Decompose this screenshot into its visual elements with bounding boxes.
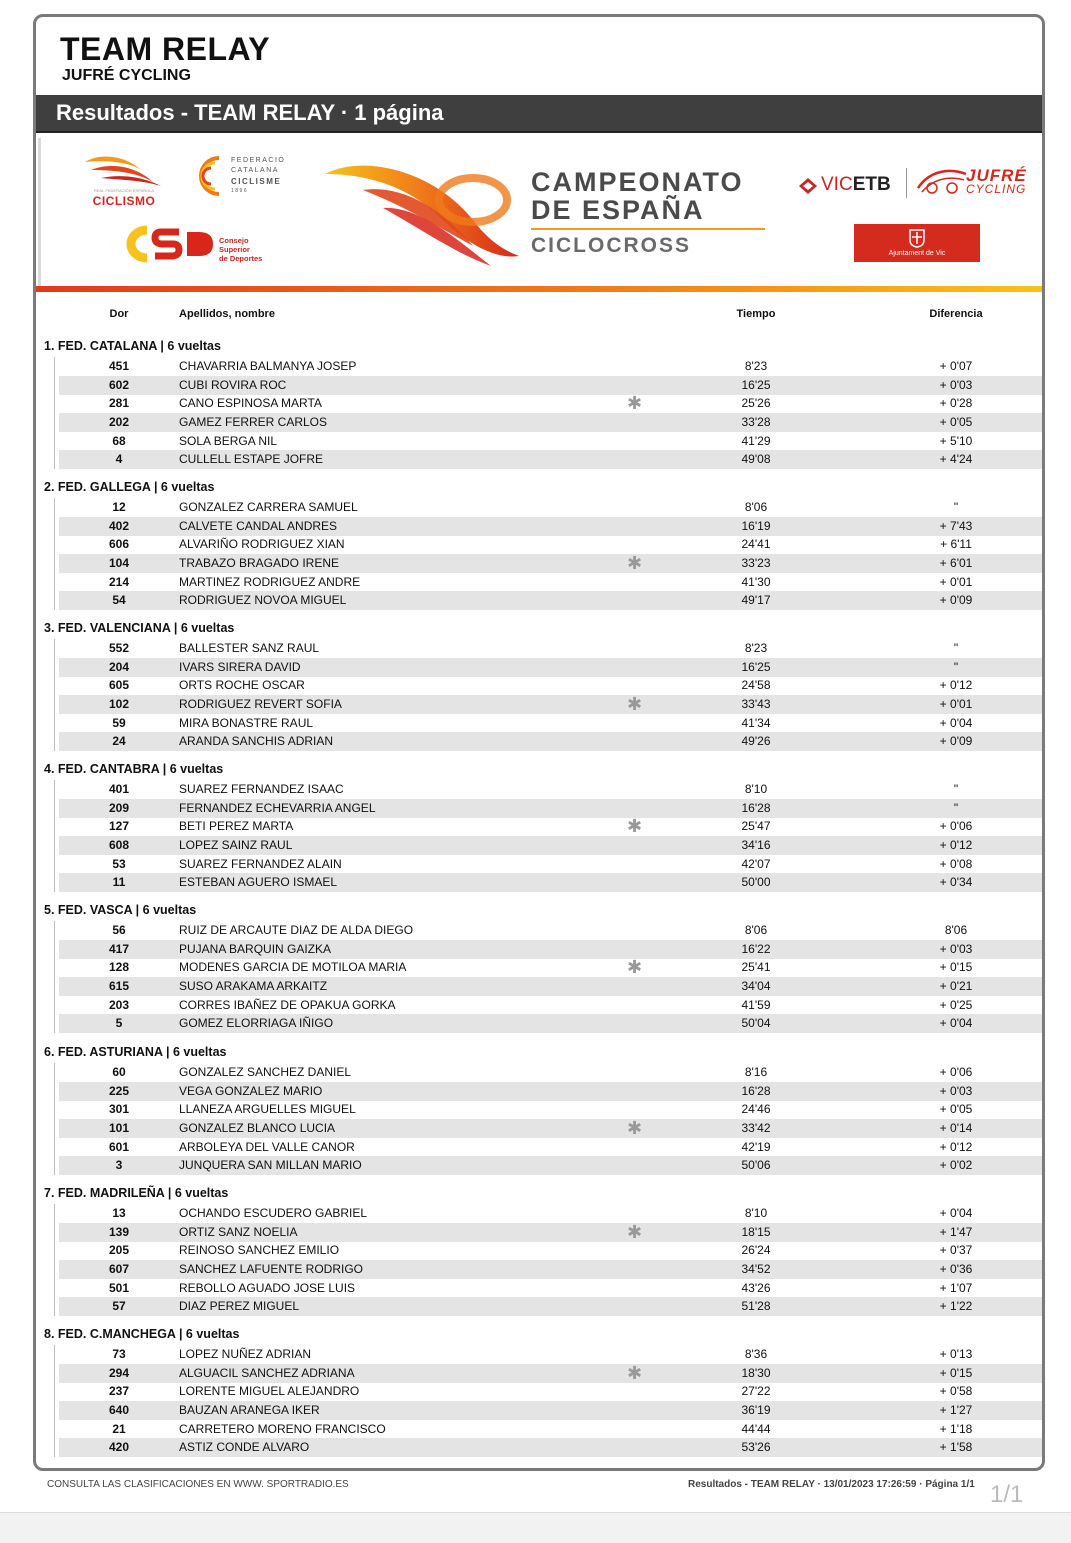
rider-name: REINOSO SANCHEZ EMILIO [179, 1243, 340, 1257]
time-difference: + 0'02 [939, 1158, 973, 1172]
bib-number: 3 [115, 1158, 123, 1172]
table-row [59, 1438, 1045, 1457]
lap-time: 36'19 [741, 1403, 771, 1417]
table-row [59, 357, 1045, 376]
time-difference: + 0'07 [939, 359, 973, 373]
lap-time: 41'59 [741, 998, 771, 1012]
lap-time: 16'19 [741, 519, 771, 533]
table-row [59, 780, 1045, 799]
table-row [59, 1014, 1045, 1033]
jufre-cycling-logo: JUFRÉ CYCLING [916, 166, 1041, 202]
lap-time: 42'19 [741, 1140, 771, 1154]
event-banner [38, 138, 1041, 288]
team-title: 5. FED. VASCA | 6 vueltas [44, 903, 197, 917]
bib-number: 127 [108, 819, 130, 833]
lap-time: 50'06 [741, 1158, 771, 1172]
lap-time: 8'23 [744, 359, 768, 373]
time-difference: + 0'37 [939, 1243, 973, 1257]
time-difference: + 0'21 [939, 979, 973, 993]
bib-number: 104 [108, 556, 130, 570]
flame-swoosh-icon [323, 160, 523, 270]
time-difference: + 0'03 [939, 942, 973, 956]
female-rider-marker-icon: ✱ [627, 1118, 643, 1138]
header-divider [36, 131, 1042, 133]
fcc-logo: FEDERACIÓ CATALANA CICLISME 1896 [187, 154, 297, 204]
time-difference: + 0'04 [939, 1016, 973, 1030]
lap-time: 16'25 [741, 378, 771, 392]
table-row [59, 1279, 1045, 1298]
footer-website-note: CONSULTA LAS CLASIFICACIONES EN WWW. SPORTRADIO.ES [47, 1479, 349, 1490]
bib-number: 420 [108, 1440, 130, 1454]
table-row [59, 996, 1045, 1015]
lap-time: 33'28 [741, 415, 771, 429]
table-row [59, 714, 1045, 733]
bib-number: 209 [108, 801, 130, 815]
time-difference: + 0'04 [939, 1206, 973, 1220]
time-difference: + 0'03 [939, 378, 973, 392]
bib-number: 401 [108, 782, 130, 796]
time-difference: + 6'01 [939, 556, 973, 570]
rider-name: LOPEZ NUÑEZ ADRIAN [179, 1347, 312, 1361]
rider-name: LOPEZ SAINZ RAUL [179, 838, 293, 852]
rider-name: CULLELL ESTAPE JOFRE [179, 452, 324, 466]
time-difference: + 0'06 [939, 1065, 973, 1079]
time-difference: + 0'25 [939, 998, 973, 1012]
lap-time: 34'52 [741, 1262, 771, 1276]
rider-name: ASTIZ CONDE ALVARO [179, 1440, 310, 1454]
rider-name: GAMEZ FERRER CARLOS [179, 415, 328, 429]
rider-name: BAUZAN ARANEGA IKER [179, 1403, 320, 1417]
rider-name: ARBOLEYA DEL VALLE CANOR [179, 1140, 355, 1154]
team-title: 1. FED. CATALANA | 6 vueltas [44, 339, 221, 353]
table-row [59, 1241, 1045, 1260]
lap-time: 24'46 [741, 1102, 771, 1116]
lap-time: 24'58 [741, 678, 771, 692]
lap-time: 24'41 [741, 537, 771, 551]
rider-name: ALVARIÑO RODRIGUEZ XIAN [179, 537, 345, 551]
time-difference: " [953, 660, 959, 674]
bib-number: 552 [108, 641, 130, 655]
table-row [59, 517, 1045, 536]
bib-number: 102 [108, 697, 130, 711]
bib-number: 225 [108, 1084, 130, 1098]
csd-logo: Consejo Superior de Deportes [117, 224, 277, 274]
table-row [59, 1100, 1045, 1119]
column-header-dor: Dor [109, 308, 129, 320]
table-row [59, 639, 1045, 658]
lap-time: 49'17 [741, 593, 771, 607]
lap-time: 49'08 [741, 452, 771, 466]
time-difference: + 0'01 [939, 697, 973, 711]
lap-time: 41'29 [741, 434, 771, 448]
rider-name: CARRETERO MORENO FRANCISCO [179, 1422, 386, 1436]
table-row [59, 432, 1045, 451]
time-difference: + 1'18 [939, 1422, 973, 1436]
rider-name: ARANDA SANCHIS ADRIAN [179, 734, 334, 748]
table-row [59, 1223, 1045, 1242]
lap-time: 50'04 [741, 1016, 771, 1030]
rider-name: CANO ESPINOSA MARTA [179, 396, 322, 410]
lap-time: 44'44 [741, 1422, 771, 1436]
table-row [59, 591, 1045, 610]
bib-number: 56 [112, 923, 126, 937]
table-row [59, 836, 1045, 855]
table-row [59, 1156, 1045, 1175]
bib-number: 602 [108, 378, 130, 392]
rider-name: SUAREZ FERNANDEZ ALAIN [179, 857, 342, 871]
rider-name: REBOLLO AGUADO JOSE LUIS [179, 1281, 356, 1295]
bib-number: 501 [108, 1281, 130, 1295]
rider-name: MIRA BONASTRE RAUL [179, 716, 314, 730]
lap-time: 33'43 [741, 697, 771, 711]
time-difference: " [953, 641, 959, 655]
rider-name: GONZALEZ SANCHEZ DANIEL [179, 1065, 352, 1079]
rider-name: ORTS ROCHE OSCAR [179, 678, 305, 692]
rider-name: RUIZ DE ARCAUTE DIAZ DE ALDA DIEGO [179, 923, 414, 937]
rider-name: CALVETE CANDAL ANDRES [179, 519, 338, 533]
lap-time: 41'34 [741, 716, 771, 730]
time-difference: + 0'13 [939, 1347, 973, 1361]
bib-number: 57 [112, 1299, 126, 1313]
time-difference: + 0'09 [939, 593, 973, 607]
time-difference: + 5'10 [939, 434, 973, 448]
bib-number: 294 [108, 1366, 130, 1380]
female-rider-marker-icon: ✱ [627, 816, 643, 836]
lap-time: 16'22 [741, 942, 771, 956]
lap-time: 26'24 [741, 1243, 771, 1257]
bib-number: 60 [112, 1065, 126, 1079]
table-row [59, 1082, 1045, 1101]
lap-time: 8'36 [744, 1347, 768, 1361]
time-difference: + 0'05 [939, 1102, 973, 1116]
female-rider-marker-icon: ✱ [627, 1363, 643, 1383]
table-row [59, 1297, 1045, 1316]
female-rider-marker-icon: ✱ [627, 393, 643, 413]
bib-number: 59 [112, 716, 126, 730]
lap-time: 8'16 [744, 1065, 768, 1079]
table-row [59, 1119, 1045, 1138]
rider-name: RODRIGUEZ REVERT SOFIA [179, 697, 342, 711]
time-difference: + 0'04 [939, 716, 973, 730]
rider-name: PUJANA BARQUIN GAIZKA [179, 942, 332, 956]
table-row [59, 1401, 1045, 1420]
table-row [59, 799, 1045, 818]
rider-name: DIAZ PEREZ MIGUEL [179, 1299, 300, 1313]
table-row [59, 958, 1045, 977]
rider-name: SANCHEZ LAFUENTE RODRIGO [179, 1262, 364, 1276]
bib-number: 451 [108, 359, 130, 373]
table-row [59, 573, 1045, 592]
column-header-diff: Diferencia [929, 308, 983, 320]
table-row [59, 1345, 1045, 1364]
rider-name: SOLA BERGA NIL [179, 434, 278, 448]
viewer-bottom-bar [0, 1512, 1071, 1543]
time-difference: + 0'08 [939, 857, 973, 871]
team-title: 7. FED. MADRILEÑA | 6 vueltas [44, 1186, 229, 1200]
rider-name: FERNANDEZ ECHEVARRIA ANGEL [179, 801, 376, 815]
bib-number: 12 [112, 500, 126, 514]
time-difference: + 0'12 [939, 1140, 973, 1154]
bib-number: 203 [108, 998, 130, 1012]
bib-number: 605 [108, 678, 130, 692]
bib-number: 101 [108, 1121, 130, 1135]
rider-name: RODRIGUEZ NOVOA MIGUEL [179, 593, 347, 607]
bib-number: 301 [108, 1102, 130, 1116]
table-row [59, 977, 1045, 996]
rider-name: BETI PEREZ MARTA [179, 819, 294, 833]
bib-number: 214 [108, 575, 130, 589]
time-difference: + 4'24 [939, 452, 973, 466]
rider-name: TRABAZO BRAGADO IRENE [179, 556, 340, 570]
rider-name: SUAREZ FERNANDEZ ISAAC [179, 782, 344, 796]
table-row [59, 732, 1045, 751]
footer-report-info: Resultados - TEAM RELAY · 13/01/2023 17:26:59 · Página 1/1 [688, 1479, 975, 1490]
table-row [59, 376, 1045, 395]
time-difference: + 1'47 [939, 1225, 973, 1239]
time-difference: " [953, 801, 959, 815]
table-row [59, 658, 1045, 677]
table-row [59, 1063, 1045, 1082]
bib-number: 139 [108, 1225, 130, 1239]
time-difference: + 0'58 [939, 1384, 973, 1398]
column-header-name: Apellidos, nombre [179, 308, 275, 320]
table-row [59, 535, 1045, 554]
table-row [59, 1138, 1045, 1157]
results-sheet [33, 14, 1045, 1471]
female-rider-marker-icon: ✱ [627, 694, 643, 714]
table-row [59, 1260, 1045, 1279]
time-difference: + 0'05 [939, 415, 973, 429]
lap-time: 25'41 [741, 960, 771, 974]
table-row [59, 676, 1045, 695]
rider-name: VEGA GONZALEZ MARIO [179, 1084, 323, 1098]
lap-time: 8'06 [744, 923, 768, 937]
bib-number: 5 [115, 1016, 123, 1030]
rider-name: ALGUACIL SANCHEZ ADRIANA [179, 1366, 355, 1380]
lap-time: 25'47 [741, 819, 771, 833]
table-row [59, 873, 1045, 892]
lap-time: 8'06 [744, 500, 768, 514]
table-row [59, 394, 1045, 413]
time-difference: + 1'58 [939, 1440, 973, 1454]
table-header [36, 308, 1042, 328]
lap-time: 16'28 [741, 1084, 771, 1098]
event-title: CAMPEONATO DE ESPAÑA CICLOCROSS [531, 168, 765, 258]
table-row [59, 413, 1045, 432]
bib-number: 202 [108, 415, 130, 429]
lap-time: 25'26 [741, 396, 771, 410]
time-difference: + 1'07 [939, 1281, 973, 1295]
bib-number: 13 [112, 1206, 126, 1220]
time-difference: + 0'34 [939, 875, 973, 889]
team-title: 8. FED. C.MANCHEGA | 6 vueltas [44, 1327, 240, 1341]
table-row [59, 554, 1045, 573]
time-difference: + 0'15 [939, 960, 973, 974]
rider-name: LORENTE MIGUEL ALEJANDRO [179, 1384, 360, 1398]
bib-number: 607 [108, 1262, 130, 1276]
lap-time: 8'23 [744, 641, 768, 655]
bib-number: 73 [112, 1347, 126, 1361]
bib-number: 402 [108, 519, 130, 533]
female-rider-marker-icon: ✱ [627, 957, 643, 977]
time-difference: + 0'12 [939, 678, 973, 692]
bib-number: 417 [108, 942, 130, 956]
time-difference: " [953, 500, 959, 514]
bib-number: 608 [108, 838, 130, 852]
lap-time: 42'07 [741, 857, 771, 871]
female-rider-marker-icon: ✱ [627, 553, 643, 573]
page-indicator: 1/1 [990, 1481, 1024, 1508]
bib-number: 606 [108, 537, 130, 551]
bib-number: 601 [108, 1140, 130, 1154]
bib-number: 21 [112, 1422, 126, 1436]
team-title: 2. FED. GALLEGA | 6 vueltas [44, 480, 215, 494]
table-row [59, 1204, 1045, 1223]
bib-number: 205 [108, 1243, 130, 1257]
bib-number: 53 [112, 857, 126, 871]
rider-name: ORTIZ SANZ NOELIA [179, 1225, 298, 1239]
rider-name: JUNQUERA SAN MILLAN MARIO [179, 1158, 362, 1172]
time-difference: + 0'09 [939, 734, 973, 748]
rider-name: CHAVARRIA BALMANYA JOSEP [179, 359, 357, 373]
organizer-name: JUFRÉ CYCLING [62, 67, 191, 84]
table-row [59, 940, 1045, 959]
table-row [59, 1420, 1045, 1439]
table-row [59, 1382, 1045, 1401]
lap-time: 27'22 [741, 1384, 771, 1398]
rider-name: IVARS SIRERA DAVID [179, 660, 301, 674]
time-difference: " [953, 782, 959, 796]
lap-time: 51'28 [741, 1299, 771, 1313]
table-row [59, 695, 1045, 714]
column-header-time: Tiempo [736, 308, 776, 320]
time-difference: + 0'01 [939, 575, 973, 589]
lap-time: 33'23 [741, 556, 771, 570]
time-difference: + 0'03 [939, 1084, 973, 1098]
bib-number: 281 [108, 396, 130, 410]
rider-name: GONZALEZ CARRERA SAMUEL [179, 500, 358, 514]
bib-number: 54 [112, 593, 126, 607]
lap-time: 8'10 [744, 1206, 768, 1220]
time-difference: + 1'27 [939, 1403, 973, 1417]
fcc-emblem-icon [187, 154, 227, 198]
rider-name: CUBI ROVIRA ROC [179, 378, 287, 392]
lap-time: 18'30 [741, 1366, 771, 1380]
bib-number: 204 [108, 660, 130, 674]
lap-time: 34'04 [741, 979, 771, 993]
rider-name: LLANEZA ARGUELLES MIGUEL [179, 1102, 356, 1116]
lap-time: 53'26 [741, 1440, 771, 1454]
table-row [59, 817, 1045, 836]
time-difference: 8'06 [944, 923, 968, 937]
table-row [59, 450, 1045, 469]
team-title: 6. FED. ASTURIANA | 6 vueltas [44, 1045, 227, 1059]
table-row [59, 921, 1045, 940]
results-header-bar: Resultados - TEAM RELAY · 1 página [36, 95, 1042, 131]
rider-name: MODENES GARCIA DE MOTILOA MARIA [179, 960, 407, 974]
rider-name: OCHANDO ESCUDERO GABRIEL [179, 1206, 368, 1220]
time-difference: + 0'15 [939, 1366, 973, 1380]
table-row [59, 498, 1045, 517]
bib-number: 128 [108, 960, 130, 974]
rider-name: CORRES IBAÑEZ DE OPAKUA GORKA [179, 998, 396, 1012]
lap-time: 33'42 [741, 1121, 771, 1135]
female-rider-marker-icon: ✱ [627, 1222, 643, 1242]
rider-name: MARTINEZ RODRIGUEZ ANDRE [179, 575, 361, 589]
rfec-swoosh-icon [81, 154, 167, 188]
team-title: 3. FED. VALENCIANA | 6 vueltas [44, 621, 235, 635]
lap-time: 49'26 [741, 734, 771, 748]
lap-time: 50'00 [741, 875, 771, 889]
lap-time: 16'25 [741, 660, 771, 674]
rider-name: SUSO ARAKAMA ARKAITZ [179, 979, 328, 993]
table-row [59, 1364, 1045, 1383]
time-difference: + 0'14 [939, 1121, 973, 1135]
ajuntament-vic-logo: Ajuntament de Vic [854, 224, 980, 262]
bib-number: 4 [115, 452, 123, 466]
time-difference: + 7'43 [939, 519, 973, 533]
bib-number: 615 [108, 979, 130, 993]
banner-color-line [36, 286, 1042, 292]
rider-name: ESTEBAN AGUERO ISMAEL [179, 875, 338, 889]
time-difference: + 0'36 [939, 1262, 973, 1276]
vic-etb-icon [797, 176, 819, 196]
vic-etb-logo: VICETB [821, 174, 891, 195]
lap-time: 43'26 [741, 1281, 771, 1295]
bib-number: 68 [112, 434, 126, 448]
team-title: 4. FED. CANTABRA | 6 vueltas [44, 762, 224, 776]
table-row [59, 855, 1045, 874]
time-difference: + 0'28 [939, 396, 973, 410]
rider-name: GOMEZ ELORRIAGA IÑIGO [179, 1016, 334, 1030]
time-difference: + 6'11 [940, 537, 972, 551]
bib-number: 640 [108, 1403, 130, 1417]
rfec-logo: REAL FEDERACIÓN ESPAÑOLA CICLISMO [81, 154, 167, 214]
page-title: TEAM RELAY [60, 31, 271, 67]
bib-number: 11 [112, 875, 126, 889]
lap-time: 18'15 [741, 1225, 771, 1239]
time-difference: + 0'06 [939, 819, 973, 833]
rider-name: BALLESTER SANZ RAUL [179, 641, 320, 655]
lap-time: 34'16 [741, 838, 771, 852]
bib-number: 24 [112, 734, 126, 748]
lap-time: 8'10 [744, 782, 768, 796]
csd-emblem-icon [117, 224, 217, 264]
lap-time: 16'28 [741, 801, 771, 815]
time-difference: + 1'22 [939, 1299, 973, 1313]
rider-name: GONZALEZ BLANCO LUCIA [179, 1121, 336, 1135]
lap-time: 41'30 [741, 575, 771, 589]
bib-number: 237 [108, 1384, 130, 1398]
jufre-swoosh-icon [916, 166, 968, 196]
time-difference: + 0'12 [939, 838, 973, 852]
vic-crest-icon [908, 228, 926, 248]
